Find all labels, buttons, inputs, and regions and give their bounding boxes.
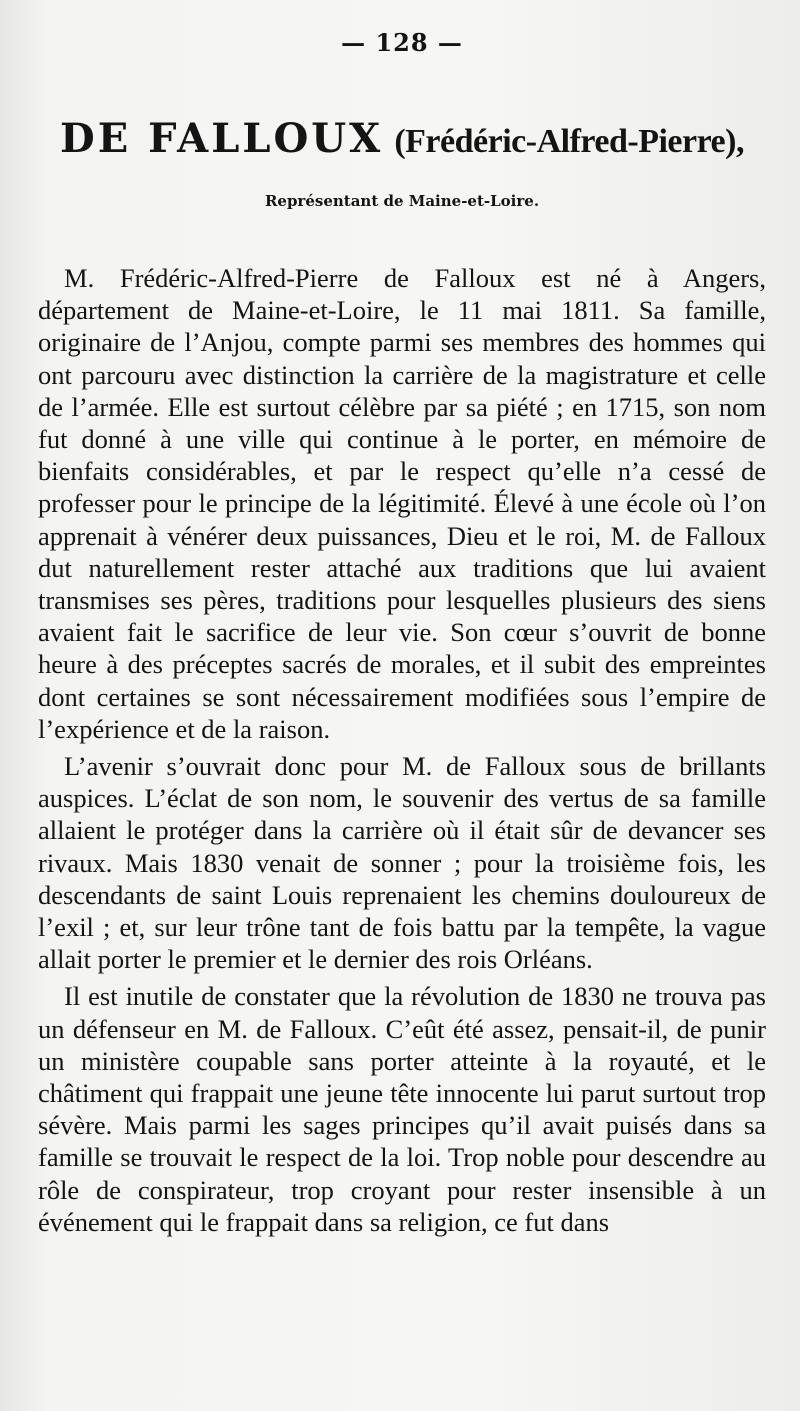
paragraph: M. Frédéric-Alfred-Pierre de Falloux est né à Angers, département de Maine-et-Loire, le 11 mai 1811. Sa famille, originaire de l’Anjou, compte parmi ses membres des hommes qui ont parcouru avec distinction la carrière de la magistrature et celle de l’armée. Elle est surtout célèbre par sa piété ; en 1715, son nom fut donné à une ville qui continue à le porter, en mémoire de bienfaits considérables, et par le respect qu’elle n’a cessé de professer pour le principe de la légitimité. Élevé à une école où l’on apprenait à vénérer deux puissances, Dieu et le roi, M. de Falloux dut naturellement rester attaché aux traditions que lui avaient transmises ses pères, traditions pour lesquelles plusieurs des siens avaient fait le sacrifice de leur vie. Son cœur s’ouvrit de bonne heure à des préceptes sacrés de morales, et il subit des empreintes dont certaines se sont nécessairement modifiées sous l’empire de l’expérience et de la raison. (38, 263, 766, 744)
body-text (38, 262, 766, 1238)
heading-given-names: (Frédéric-Alfred-Pierre), (394, 123, 744, 160)
heading-surname: DE FALLOUX (60, 115, 384, 162)
page-number: — 128 — (341, 28, 463, 57)
paragraph: L’avenir s’ouvrait donc pour M. de Falloux sous de brillants auspices. L’éclat de son nom, le souvenir des vertus de sa famille allaient le protéger dans la carrière où il était sûr de devancer ses rivaux. Mais 1830 venait de sonner ; pour la troisième fois, les descendants de saint Louis reprenaient les chemins douloureux de l’exil ; et, sur leur trône tant de fois battu par la tempête, la vague allait porter le premier et le dernier des rois Orléans. (38, 751, 766, 975)
paragraph: Il est inutile de constater que la révolution de 1830 ne trouva pas un défenseur en M. de Falloux. C’eût été assez, pensait-il, de punir un ministère coupable sans porter atteinte à la royauté, et le châtiment qui frappait une jeune tête innocente lui parut surtout trop sévère. Mais parmi les sages principes qu’il avait puisés dans sa famille se trouvait le respect de la loi. Trop noble pour descendre au rôle de conspirateur, trop croyant pour rester insensible à un événement qui le frappait dans sa religion, ce fut dans (38, 981, 766, 1237)
entry-subheading: Représentant de Maine-et-Loire. (264, 192, 540, 210)
entry-heading (38, 115, 766, 162)
